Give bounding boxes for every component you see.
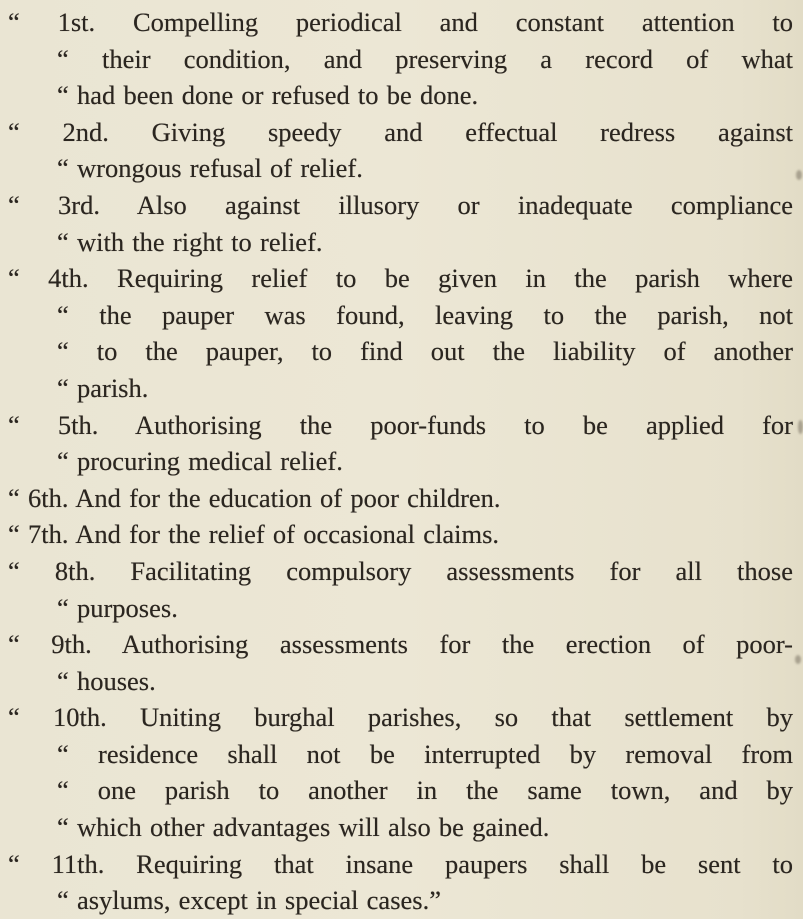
text-line xyxy=(8,663,793,700)
text-line xyxy=(8,516,793,553)
text-line xyxy=(8,333,793,370)
text-line xyxy=(8,443,793,480)
ordinal-label: 11th. xyxy=(51,848,105,879)
quote-mark: “ xyxy=(57,43,69,74)
line-text: to the pauper, to find out the liability of another xyxy=(96,336,793,367)
list-item-1st xyxy=(8,4,793,114)
line-text: their condition, and preserving a record of what xyxy=(102,43,793,74)
quote-mark: “ xyxy=(57,885,69,916)
line-text: And for the relief of occasional claims. xyxy=(75,519,500,550)
text-line xyxy=(8,882,793,919)
quote-mark: “ xyxy=(8,629,20,660)
line-text: Requiring that insane paupers shall be sent to xyxy=(136,848,794,879)
line-text: with the right to relief. xyxy=(76,226,323,257)
list-item-10th xyxy=(8,699,793,845)
quote-mark: “ xyxy=(8,189,20,220)
line-text: the pauper was found, leaving to the parish, not xyxy=(99,299,794,330)
text-line xyxy=(8,846,793,883)
text-line xyxy=(8,4,793,41)
ordinal-label: 9th. xyxy=(51,629,92,660)
text-line xyxy=(8,187,793,224)
text-line xyxy=(8,297,793,334)
quote-mark: “ xyxy=(57,299,69,330)
list-item-3rd xyxy=(8,187,793,260)
text-line xyxy=(8,736,793,773)
quote-mark: “ xyxy=(57,775,69,806)
scan-artifact xyxy=(798,420,803,434)
quote-mark: “ xyxy=(57,336,69,367)
ordinal-label: 3rd. xyxy=(58,189,100,220)
quote-mark: “ xyxy=(8,482,20,513)
ordinal-label: 10th. xyxy=(53,702,107,733)
quote-mark: “ xyxy=(57,738,69,769)
line-text: had been done or refused to be done. xyxy=(76,80,479,111)
ordinal-label: 7th. xyxy=(27,519,69,550)
line-text: houses. xyxy=(76,665,156,696)
text-line xyxy=(8,590,793,627)
text-line xyxy=(8,150,793,187)
quote-mark: “ xyxy=(8,555,20,586)
line-text: Also against illusory or inadequate compliance xyxy=(136,189,793,220)
line-text: one parish to another in the same town, and by xyxy=(97,775,793,806)
line-text: which other advantages will also be gained. xyxy=(76,812,550,843)
list-item-6th xyxy=(8,480,793,517)
line-text: Facilitating compulsory assessments for all those xyxy=(130,555,793,586)
line-text: residence shall not be interrupted by removal from xyxy=(98,738,794,769)
line-text: asylums, except in special cases.” xyxy=(76,885,441,916)
text-line xyxy=(8,370,793,407)
text-line xyxy=(8,260,793,297)
text-line xyxy=(8,553,793,590)
quote-mark: “ xyxy=(8,519,20,550)
list-item-4th xyxy=(8,260,793,406)
text-line xyxy=(8,407,793,444)
quote-mark: “ xyxy=(8,702,20,733)
text-line xyxy=(8,626,793,663)
quote-mark: “ xyxy=(57,665,69,696)
quote-mark: “ xyxy=(8,263,20,294)
scan-artifact xyxy=(796,170,802,180)
ordinal-label: 2nd. xyxy=(62,116,109,147)
line-text: parish. xyxy=(76,372,149,403)
quote-mark: “ xyxy=(8,116,20,147)
ordinal-label: 5th. xyxy=(57,409,99,440)
list-item-9th xyxy=(8,626,793,699)
quote-mark: “ xyxy=(57,372,69,403)
text-line xyxy=(8,41,793,78)
quote-mark: “ xyxy=(8,409,20,440)
text-line xyxy=(8,114,793,151)
text-line xyxy=(8,224,793,261)
line-text: Authorising assessments for the erection of poor- xyxy=(121,629,793,660)
line-text: purposes. xyxy=(76,592,178,623)
text-line xyxy=(8,77,793,114)
line-text: Compelling periodical and constant attention to xyxy=(132,7,793,37)
line-text: Requiring relief to be given in the parish where xyxy=(117,263,793,294)
list-item-11th xyxy=(8,846,793,919)
quote-mark: “ xyxy=(57,226,69,257)
line-text: Authorising the poor-funds to be applied for xyxy=(135,409,793,440)
ordinal-label: 1st. xyxy=(57,7,96,37)
ordinal-label: 8th. xyxy=(54,555,96,586)
line-text: procuring medical relief. xyxy=(76,446,343,477)
quote-mark: “ xyxy=(57,153,69,184)
quote-mark: “ xyxy=(57,592,69,623)
quote-mark: “ xyxy=(57,80,69,111)
line-text: And for the education of poor children. xyxy=(75,482,501,513)
line-text: wrongous refusal of relief. xyxy=(76,153,363,184)
numbered-list xyxy=(8,4,793,919)
line-text: Uniting burghal parishes, so that settlement by xyxy=(139,702,793,733)
ordinal-label: 4th. xyxy=(48,263,89,294)
list-item-5th xyxy=(8,407,793,480)
list-item-7th xyxy=(8,516,793,553)
text-line xyxy=(8,699,793,736)
quote-mark: “ xyxy=(8,848,20,879)
quote-mark: “ xyxy=(57,446,69,477)
quote-mark: “ xyxy=(57,812,69,843)
list-item-2nd xyxy=(8,114,793,187)
quote-mark: “ xyxy=(8,7,20,37)
text-line xyxy=(8,809,793,846)
ordinal-label: 6th. xyxy=(27,482,69,513)
text-line xyxy=(8,772,793,809)
scan-artifact xyxy=(795,655,801,664)
text-line xyxy=(8,480,793,517)
line-text: Giving speedy and effectual redress against xyxy=(151,116,794,147)
list-item-8th xyxy=(8,553,793,626)
